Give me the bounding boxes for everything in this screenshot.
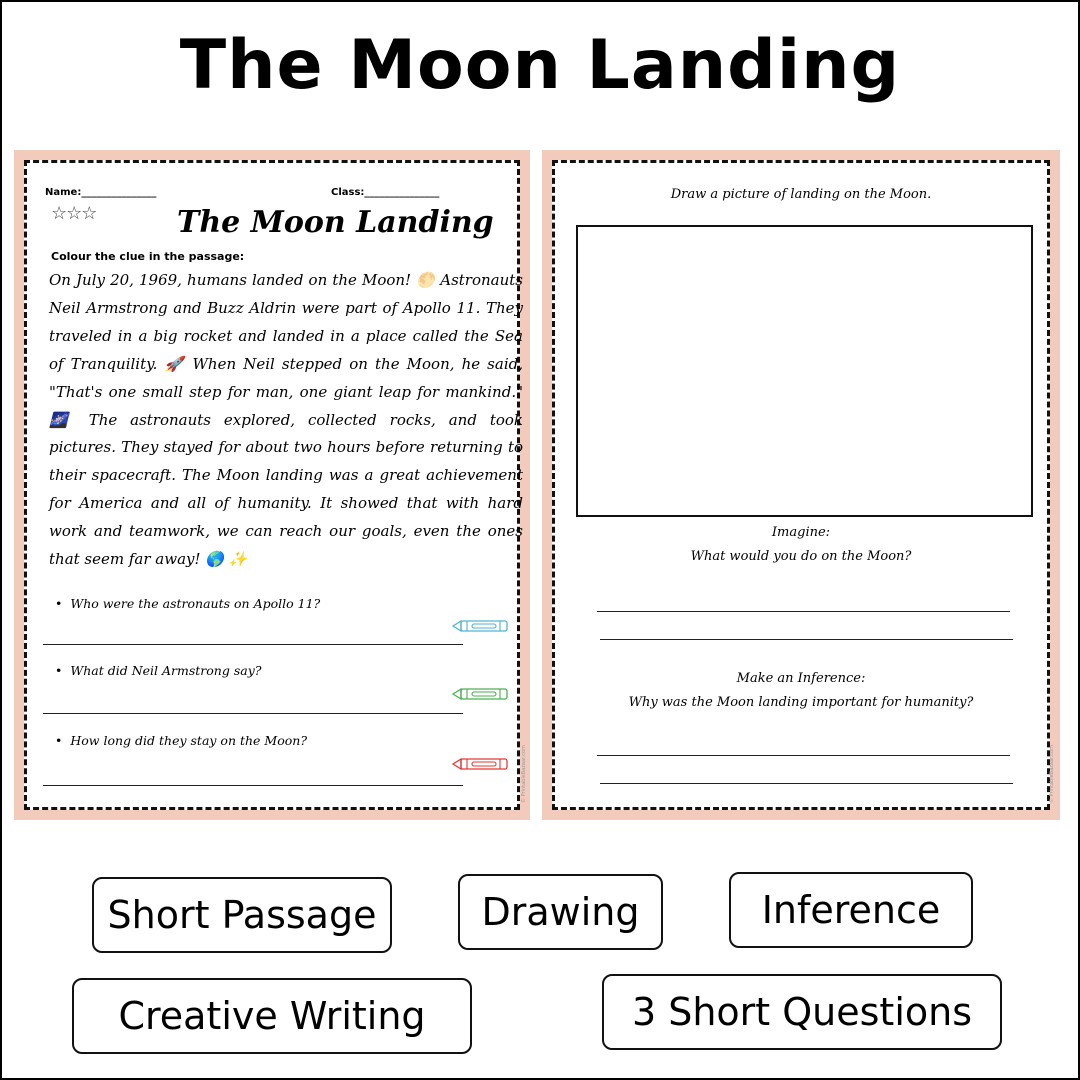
question-1-text: Who were the astronauts on Apollo 11? <box>70 596 321 611</box>
tag-short-passage: Short Passage <box>92 877 392 953</box>
crayon-icon-blue <box>452 619 510 633</box>
page-title: The Moon Landing <box>179 26 901 105</box>
inference-answer-line-2 <box>600 783 1013 784</box>
inference-question: Why was the Moon landing important for humanity? <box>628 695 974 710</box>
drawing-box <box>576 225 1033 517</box>
inference-heading: Make an Inference: <box>736 671 866 686</box>
question-1: • Who were the astronauts on Apollo 11? <box>55 596 321 611</box>
question-3: • How long did they stay on the Moon? <box>55 733 308 748</box>
imagine-answer-line-1 <box>597 611 1010 612</box>
question-2: • What did Neil Armstrong say? <box>55 663 262 678</box>
tag-inference: Inference <box>729 872 973 948</box>
question-3-text: How long did they stay on the Moon? <box>70 733 308 748</box>
answer-line-2 <box>43 713 463 714</box>
answer-line-1 <box>43 644 463 645</box>
drawing-prompt: Draw a picture of landing on the Moon. <box>670 187 932 202</box>
worksheet-border <box>24 160 527 810</box>
worksheet-passage-preview <box>14 150 530 820</box>
worksheet-drawing-preview <box>542 150 1060 820</box>
watermark-text: © PrintableBazaar.com <box>1049 745 1055 803</box>
imagine-heading: Imagine: <box>771 525 831 540</box>
worksheet-title: The Moon Landing <box>177 205 494 240</box>
crayon-icon-green <box>452 687 510 701</box>
tag-3-short-questions: 3 Short Questions <box>602 974 1002 1050</box>
reading-passage: On July 20, 1969, humans landed on the Moon! 🌕 Astronauts Neil Armstrong and Buzz Aldrin were part of Apollo 11. They traveled in a big rocket and landed in a place called the Sea of Tranquility. 🚀 When Neil stepped on the Moon, he said, "That's one small step for man, one giant leap for mankind." 🌌 The astronauts explored, collected rocks, and took pictures. They stayed for about two hours before returning to their spacecraft. The Moon landing was a great achievement for America and all of humanity. It showed that with hard work and teamwork, we can reach our goals, even the ones that seem far away! 🌎 ✨ <box>49 271 523 569</box>
tag-drawing: Drawing <box>458 874 663 950</box>
imagine-question: What would you do on the Moon? <box>690 549 912 564</box>
tag-creative-writing: Creative Writing <box>72 978 472 1054</box>
crayon-icon-red <box>452 757 510 771</box>
worksheet-border <box>552 160 1055 810</box>
imagine-answer-line-2 <box>600 639 1013 640</box>
answer-line-3 <box>43 785 463 786</box>
question-2-text: What did Neil Armstrong say? <box>70 663 262 678</box>
class-field: Class:_______________ <box>331 187 440 198</box>
instruction-text: Colour the clue in the passage: <box>51 250 245 263</box>
watermark-text: © PrintableBazaar.com <box>521 745 527 803</box>
name-field: Name:_______________ <box>45 187 157 198</box>
inference-answer-line-1 <box>597 755 1010 756</box>
star-rating-icon: ☆☆☆ <box>51 203 97 224</box>
